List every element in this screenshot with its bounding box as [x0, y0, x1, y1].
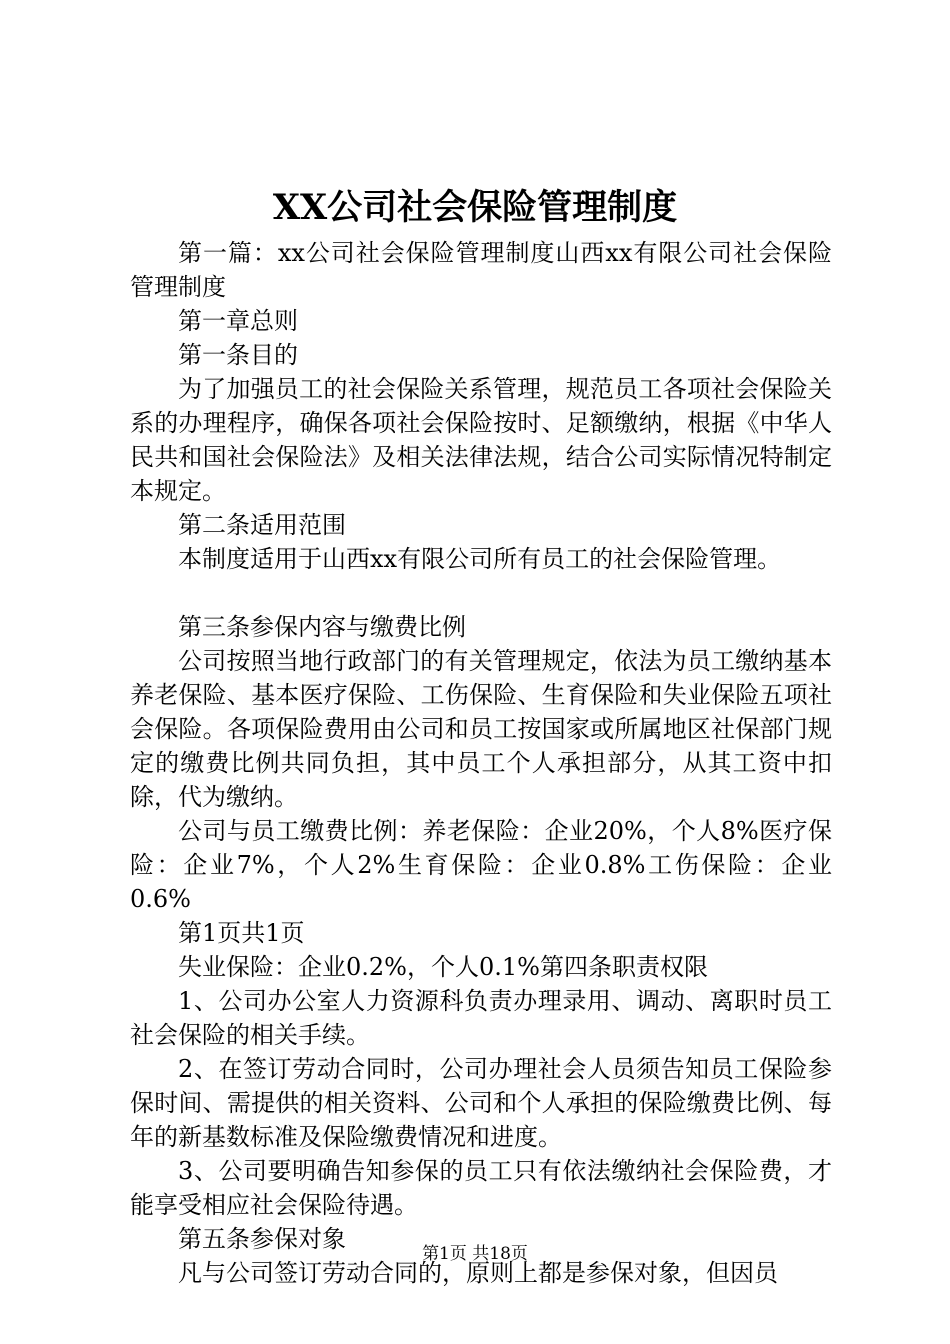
- paragraph: 为了加强员工的社会保险关系管理，规范员工各项社会保险关系的办理程序，确保各项社会保险按时、足额缴纳，根据《中华人民共和国社会保险法》及相关法律法规，结合公司实际情况特制定本规定。: [130, 375, 832, 505]
- paragraph: 第五条参保对象: [178, 1225, 346, 1253]
- paragraph: 3、公司要明确告知参保的员工只有依法缴纳社会保险费，才能享受相应社会保险待遇。: [130, 1157, 832, 1219]
- paragraph: 公司按照当地行政部门的有关管理规定，依法为员工缴纳基本养老保险、基本医疗保险、工伤保险、生育保险和失业保险五项社会保险。各项保险费用由公司和员工按国家或所属地区社保部门规定的缴费比例共同负担，其中员工个人承担部分，从其工资中扣除，代为缴纳。: [130, 647, 832, 811]
- paragraph: 第1页共1页: [178, 919, 305, 947]
- paragraph: 本制度适用于山西xx有限公司所有员工的社会保险管理。: [178, 545, 782, 573]
- page-footer: 第1页 共18页: [422, 1244, 528, 1264]
- document-title: XX公司社会保险管理制度: [272, 187, 678, 228]
- paragraph: 凡与公司签订劳动合同的，原则上都是参保对象，但因员: [178, 1259, 778, 1287]
- paragraph: 失业保险：企业0.2%，个人0.1%第四条职责权限: [178, 953, 708, 981]
- paragraph: 第一章总则: [178, 307, 298, 335]
- paragraph: 公司与员工缴费比例：养老保险：企业20%，个人8%医疗保险：企业7%，个人2%生育保险：企业0.8%工伤保险：企业0.6%: [130, 817, 832, 913]
- paragraph: 第一条目的: [178, 341, 298, 369]
- paragraph: 第二条适用范围: [178, 511, 346, 539]
- paragraph: 第三条参保内容与缴费比例: [178, 613, 466, 641]
- paragraph: 1、公司办公室人力资源科负责办理录用、调动、离职时员工社会保险的相关手续。: [130, 987, 832, 1049]
- paragraph: 2、在签订劳动合同时，公司办理社会人员须告知员工保险参保时间、需提供的相关资料、公司和个人承担的保险缴费比例、每年的新基数标准及保险缴费情况和进度。: [130, 1055, 832, 1151]
- document-body: [130, 236, 832, 1290]
- paragraph: 第一篇：xx公司社会保险管理制度山西xx有限公司社会保险管理制度: [130, 239, 832, 301]
